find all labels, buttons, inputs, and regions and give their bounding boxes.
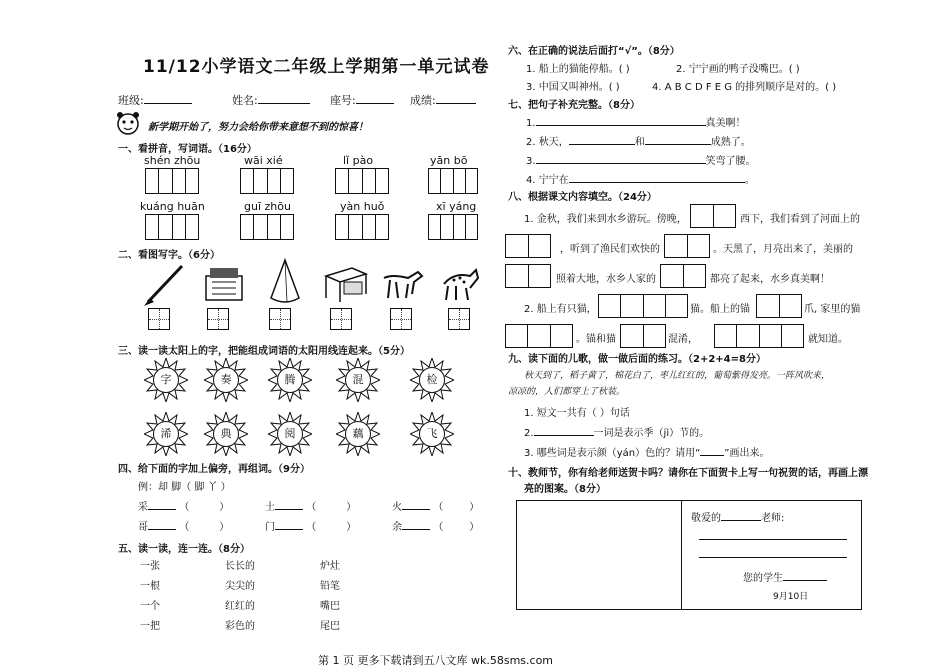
section8-title: 八、根据课文内容填空。（24分）: [508, 192, 657, 203]
radical-item[interactable]: 土 （ ）: [265, 498, 356, 513]
sun-word[interactable]: [268, 412, 312, 456]
answer-grid[interactable]: [335, 168, 389, 194]
answer-grid[interactable]: [335, 214, 389, 240]
match-right[interactable]: 嘴巴: [320, 601, 340, 612]
answer-grid[interactable]: [714, 324, 804, 348]
sun-char: 检: [419, 367, 445, 393]
sun-char: 字: [153, 367, 179, 393]
answer-grid[interactable]: [664, 234, 710, 258]
base-char: 余: [392, 522, 402, 533]
sun-word[interactable]: [204, 412, 248, 456]
answer-grid[interactable]: [505, 234, 551, 258]
page-footer: 第 1 页 更多下载请到五八文库 wk.58sms.com: [318, 654, 554, 667]
pinyin-label: kuáng huān: [140, 200, 205, 213]
card-greeting: 敬爱的 老师:: [691, 509, 784, 524]
answer-grid[interactable]: [428, 214, 478, 240]
sun-char: 阅: [277, 421, 303, 447]
writing-grid[interactable]: [148, 308, 170, 330]
radical-item[interactable]: 哥 （ ）: [138, 518, 229, 533]
sun-word[interactable]: [144, 412, 188, 456]
section9-title: 九、读下面的儿歌，做一做后面的练习。（2+2+4=8分）: [508, 354, 766, 365]
writing-grid[interactable]: [448, 308, 470, 330]
field-label: 班级:: [118, 94, 144, 107]
tiger-mascot-icon: [115, 110, 141, 136]
sun-char: 藕: [345, 421, 371, 447]
sun-char: 混: [345, 367, 371, 393]
judge-item[interactable]: 3. 中国又叫神州。( ): [526, 82, 620, 93]
answer-grid[interactable]: [620, 324, 666, 348]
section1-title: 一、看拼音，写词语。（16分）: [118, 144, 257, 155]
sentence-item[interactable]: 3. 笑弯了腰。: [526, 152, 756, 167]
fill-text: 混淆，: [668, 334, 698, 345]
fill-text: 。天黑了，月亮出来了，美丽的: [713, 244, 853, 255]
match-left[interactable]: 一个: [140, 601, 160, 612]
question-item[interactable]: 1. 短文一共有（ ）句话: [524, 408, 630, 419]
answer-grid[interactable]: [690, 204, 736, 228]
fill-text: ，听到了渔民们欢快的: [560, 244, 660, 255]
match-middle[interactable]: 长长的: [225, 561, 255, 572]
section2-title: 二、看图写字。（6分）: [118, 250, 220, 261]
fill-text: 西下，我们看到了河面上的: [740, 214, 860, 225]
horse-icon: [378, 264, 428, 304]
radical-item[interactable]: 门 （ ）: [265, 518, 356, 533]
answer-grid[interactable]: [756, 294, 802, 318]
base-char: 哥: [138, 522, 148, 533]
example-line: 例：却 脚（ 脚 丫 ）: [138, 482, 231, 493]
match-middle[interactable]: 彩色的: [225, 621, 255, 632]
section10-title: 十、教师节，你有给老师送贺卡吗？请你在下面贺卡上写一句祝贺的话，再画上漂: [508, 468, 868, 479]
card-date: 9月10日: [773, 592, 809, 602]
card-sign: 您的学生: [743, 569, 827, 584]
brush-icon: [140, 262, 190, 306]
section7-title: 七、把句子补充完整。（8分）: [508, 100, 640, 111]
sun-word[interactable]: [410, 412, 454, 456]
answer-grid[interactable]: [505, 324, 573, 348]
radical-item[interactable]: 余 （ ）: [392, 518, 479, 533]
question-item[interactable]: 2. 一词是表示季（jì）节的。: [524, 424, 709, 439]
sun-word[interactable]: [336, 412, 380, 456]
greeting-card[interactable]: [516, 500, 862, 610]
pinyin-label: yàn huǒ: [340, 200, 385, 213]
sun-word[interactable]: [336, 358, 380, 402]
answer-grid[interactable]: [428, 168, 478, 194]
pinyin-label: wāi xié: [244, 154, 283, 167]
pinyin-label: xī yáng: [436, 200, 477, 213]
cone-icon: [265, 258, 305, 306]
match-left[interactable]: 一把: [140, 621, 160, 632]
field-label: 成绩:: [410, 94, 436, 107]
slogan: 新学期开始了，努力会给你带来意想不到的惊喜！: [148, 122, 368, 133]
writing-grid[interactable]: [330, 308, 352, 330]
match-left[interactable]: 一张: [140, 561, 160, 572]
section3-title: 三、读一读太阳上的字，把能组成词语的太阳用线连起来。（5分）: [118, 346, 410, 357]
desk-icon: [322, 264, 368, 304]
sun-word[interactable]: [144, 358, 188, 402]
sun-char: 飞: [419, 421, 445, 447]
sun-word[interactable]: [268, 358, 312, 402]
base-char: 土: [265, 502, 275, 513]
card-write-line[interactable]: [699, 539, 847, 540]
fill-text: 猫。船上的锚: [690, 304, 750, 315]
sentence-item[interactable]: 4. 宁宁在 。: [526, 171, 755, 186]
section10-title-cont: 亮的图案。（8分）: [524, 484, 606, 495]
field-label: 姓名:: [232, 94, 258, 107]
match-left[interactable]: 一根: [140, 581, 160, 592]
writing-grid[interactable]: [269, 308, 291, 330]
section4-title: 四、给下面的字加上偏旁，再组词。（9分）: [118, 464, 310, 475]
fill-text: 都亮了起来，水乡真美啊！: [710, 274, 830, 285]
answer-grid[interactable]: [660, 264, 706, 288]
fill-text: 1. 金秋，我们来到水乡游玩。傍晚，: [524, 214, 687, 225]
sun-char: 奏: [213, 367, 239, 393]
seat-field[interactable]: [330, 92, 394, 108]
radical-item[interactable]: 采 （ ）: [138, 498, 229, 513]
match-right[interactable]: 铅笔: [320, 581, 340, 592]
answer-grid[interactable]: [145, 168, 199, 194]
score-field[interactable]: [410, 92, 476, 108]
fill-text: 。锚和猫: [576, 334, 616, 345]
pinyin-label: guī zhōu: [244, 200, 291, 213]
fill-text: 照着大地，水乡人家的: [556, 274, 656, 285]
sun-char: 浠: [153, 421, 179, 447]
match-middle[interactable]: 红红的: [225, 601, 255, 612]
field-label: 座号:: [330, 94, 356, 107]
section5-title: 五、读一读，连一连。（8分）: [118, 544, 250, 555]
pinyin-label: shén zhōu: [144, 154, 201, 167]
fill-text: 就知道。: [808, 334, 848, 345]
sun-char: 典: [213, 421, 239, 447]
sun-char: 腾: [277, 367, 303, 393]
judge-item[interactable]: 1. 船上的猫能停船。( ): [526, 64, 630, 75]
sun-word[interactable]: [410, 358, 454, 402]
sentence-item[interactable]: 1. 真美啊！: [526, 114, 746, 129]
match-middle[interactable]: 尖尖的: [225, 581, 255, 592]
writing-grid[interactable]: [207, 308, 229, 330]
answer-grid[interactable]: [145, 214, 199, 240]
base-char: 门: [265, 522, 275, 533]
answer-grid[interactable]: [505, 264, 551, 288]
judge-item[interactable]: 2. 宁宁画的鸭子没嘴巴。( ): [676, 64, 800, 75]
match-right[interactable]: 炉灶: [320, 561, 340, 572]
answer-grid[interactable]: [598, 294, 688, 318]
page-title: 11/12小学语文二年级上学期第一单元试卷: [143, 57, 490, 77]
writing-grid[interactable]: [390, 308, 412, 330]
radical-item[interactable]: 火 （ ）: [392, 498, 479, 513]
answer-grid[interactable]: [240, 168, 294, 194]
fill-text: 2. 船上有只猫，: [524, 304, 597, 315]
leopard-icon: [440, 264, 480, 304]
card-write-line[interactable]: [699, 557, 847, 558]
class-field[interactable]: [118, 92, 192, 108]
machine-icon: [200, 262, 250, 306]
poem-line: 秋天到了，稻子黄了，棉花白了，枣儿红红的，葡萄紫得发亮。一阵风吹来，: [524, 371, 831, 381]
sun-word[interactable]: [204, 358, 248, 402]
sentence-item[interactable]: 2. 秋天， 和 成熟了。: [526, 133, 751, 148]
fill-text: 爪, 家里的猫: [804, 304, 861, 315]
match-right[interactable]: 尾巴: [320, 621, 340, 632]
question-item[interactable]: 3. 哪些词是表示颜（yán）色的？请用“ ”画出来。: [524, 444, 769, 459]
name-field[interactable]: [232, 92, 310, 108]
base-char: 采: [138, 502, 148, 513]
judge-item[interactable]: 4. A B C D F E G 的排列顺序是对的。( ): [652, 82, 837, 93]
poem-line: 凉凉的，人们都穿上了秋装。: [508, 387, 626, 397]
section6-title: 六、在正确的说法后面打“√”。（8分）: [508, 46, 680, 57]
base-char: 火: [392, 502, 402, 513]
pinyin-label: yān bō: [430, 154, 468, 167]
pinyin-label: lǐ pào: [343, 154, 374, 167]
answer-grid[interactable]: [240, 214, 294, 240]
